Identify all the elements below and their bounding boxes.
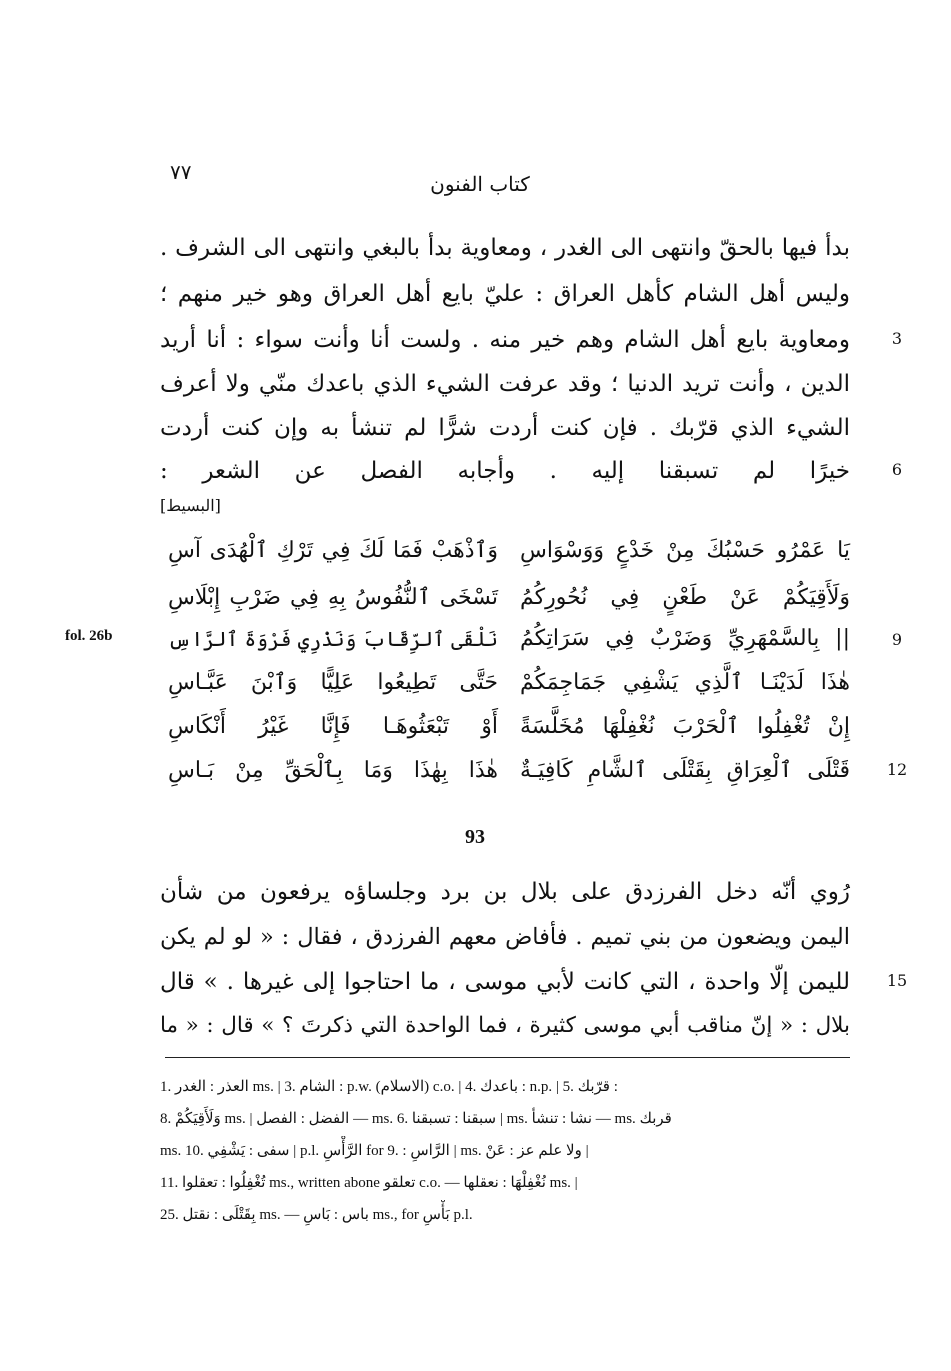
running-title: كتاب الفنون: [430, 172, 530, 196]
section-number: 93: [465, 826, 485, 848]
prose-line: ومعاوية بايع أهل الشام وهم خير منه . ولست أنا وأنت سواء : أنا أريد: [160, 327, 850, 353]
line-number: 12: [886, 760, 908, 779]
verse-first-hemistich: قَتْلَى ٱلْعِرَاقِ بِقَتْلَى ٱلشَّامِ كَافِيَـةٌ: [520, 758, 850, 783]
prose-line: بدأ فيها بالحقّ وانتهى الى الغدر ، ومعاوية بدأ بالبغي وانتهى الى الشرف .: [160, 235, 850, 261]
line-number: 9: [891, 630, 903, 649]
meter-label: [البسيط]: [160, 496, 221, 515]
prose-line: بلال : « إنّ مناقب أبي موسى كثيرة ، فما الواحدة التي ذكرتَ ؟ » قال : « ما: [160, 1013, 850, 1038]
verse-second-hemistich: حَتَّى تَطِيعُوا عَلِيًّا وَٱبْنَ عَبَّـاسِ: [168, 670, 498, 695]
footnote-line: 11. تُغْفِلُوا : تعقلوا ms., written abone تعلقو c.o. — نُغْفِلْهَا : نعقلها ms. |: [160, 1175, 578, 1191]
verse-first-hemistich: إِنْ تُغْفِلُوا ٱلْحَرْبَ نُغْفِلْهَا مُخَلَّسَةً: [520, 714, 850, 739]
folio-note: fol. 26b: [65, 628, 113, 644]
verse-first-hemistich: وَلَأَقِيَكُمْ عَنْ طَعْنٍ فِي نُحُورِكُمُ: [520, 585, 850, 610]
line-number: 15: [886, 971, 908, 990]
footnote-line: 25. بِقَتْلَى : نقتل ms. — باس : بَاسِ ms., for بَأْسِ p.l.: [160, 1207, 473, 1223]
line-number: 6: [891, 460, 903, 479]
prose-line: اليمن ويضعون من بني تميم . فأفاض معهم الفرزدق ، فقال : « لو لم يكن: [160, 924, 850, 950]
footnote-rule: [165, 1057, 850, 1058]
verse-second-hemistich: أَوْ تَبْعَثُوهَـا فَإِنَّا غَيْرُ أَنْكَاسِ: [168, 714, 498, 739]
prose-line: لليمن إلّا واحدة ، التي كانت لأبي موسى ، ما احتاجوا إلى غيرها . » قال: [160, 969, 850, 995]
prose-line: رُوي أنّه دخل الفرزدق على بلال بن برد وجلساؤه يرفعون من شأن: [160, 879, 851, 905]
verse-second-hemistich: وَٱذْهَبْ فَمَا لَكَ فِي تَرْكِ ٱلْهُدَى آسِ: [168, 538, 498, 563]
prose-line: الشيء الذي قرّبك . فإن كنت أردت شرًّا لم تنشأ به وإن كنت أردت: [160, 415, 850, 441]
footnote-line: 8. وَلَأَقِيَكُمْ ms. | الفضل : الفصل — ms. سبقنا : تسبقنا .6 | ms. نشا : تنشأ — ms. قربك: [160, 1111, 672, 1127]
footnote-line: 1. العذر : الغدر ms. | 3. الشام : p.w. (الاسلام) c.o. | 4. باعدك : n.p. | 5. قرّبك :: [160, 1079, 618, 1095]
verse-second-hemistich: نَلْقَى ٱلرِّقَابَ وَنَذْرِي فَرْوَةَ ٱلرَّاسِ: [167, 627, 498, 651]
prose-line: وليس أهل الشام كأهل العراق : عليّ بايع أهل العراق وهو خير منهم ؛: [160, 281, 850, 307]
verse-first-hemistich: هٰذَا لَدَيْنَـا ٱلَّذِي يَشْفِي جَمَاجِمَكُمْ: [520, 670, 850, 695]
verse-second-hemistich: هٰذَا بِهٰذَا وَمَا بِٱلْحَقِّ مِنْ بَـاسِ: [168, 758, 498, 783]
footnote-line: ms. سفى : يَشْفِي .10 | p.l. الرَّأْسِ for الرَّاسِ : .9 | ms. ولا علم عز : عَنْ |: [160, 1143, 589, 1159]
line-number: 3: [891, 329, 903, 348]
prose-line: الدين ، وأنت تريد الدنيا ؛ وقد عرفت الشيء الذي باعدك منّي ولا أعرف: [160, 371, 850, 397]
prose-line: خيرًا لم تسبقنا إليه . وأجابه الفصل عن الشعر :: [160, 458, 850, 484]
verse-first-hemistich: || بِالسَّمْهَرِيِّ وَضَرْبٌ فِي سَرَاتِكُمُ: [520, 626, 850, 651]
page-number: ٧٧: [170, 160, 192, 184]
verse-second-hemistich: تَسْخَى ٱلنُّفُوسُ بِهِ فِي ضَرْبِ إِبْلَاسِ: [168, 585, 498, 610]
verse-first-hemistich: يَا عَمْرُو حَسْبُكَ مِنْ خَدْعٍ وَوَسْوَاسِ: [520, 538, 850, 563]
